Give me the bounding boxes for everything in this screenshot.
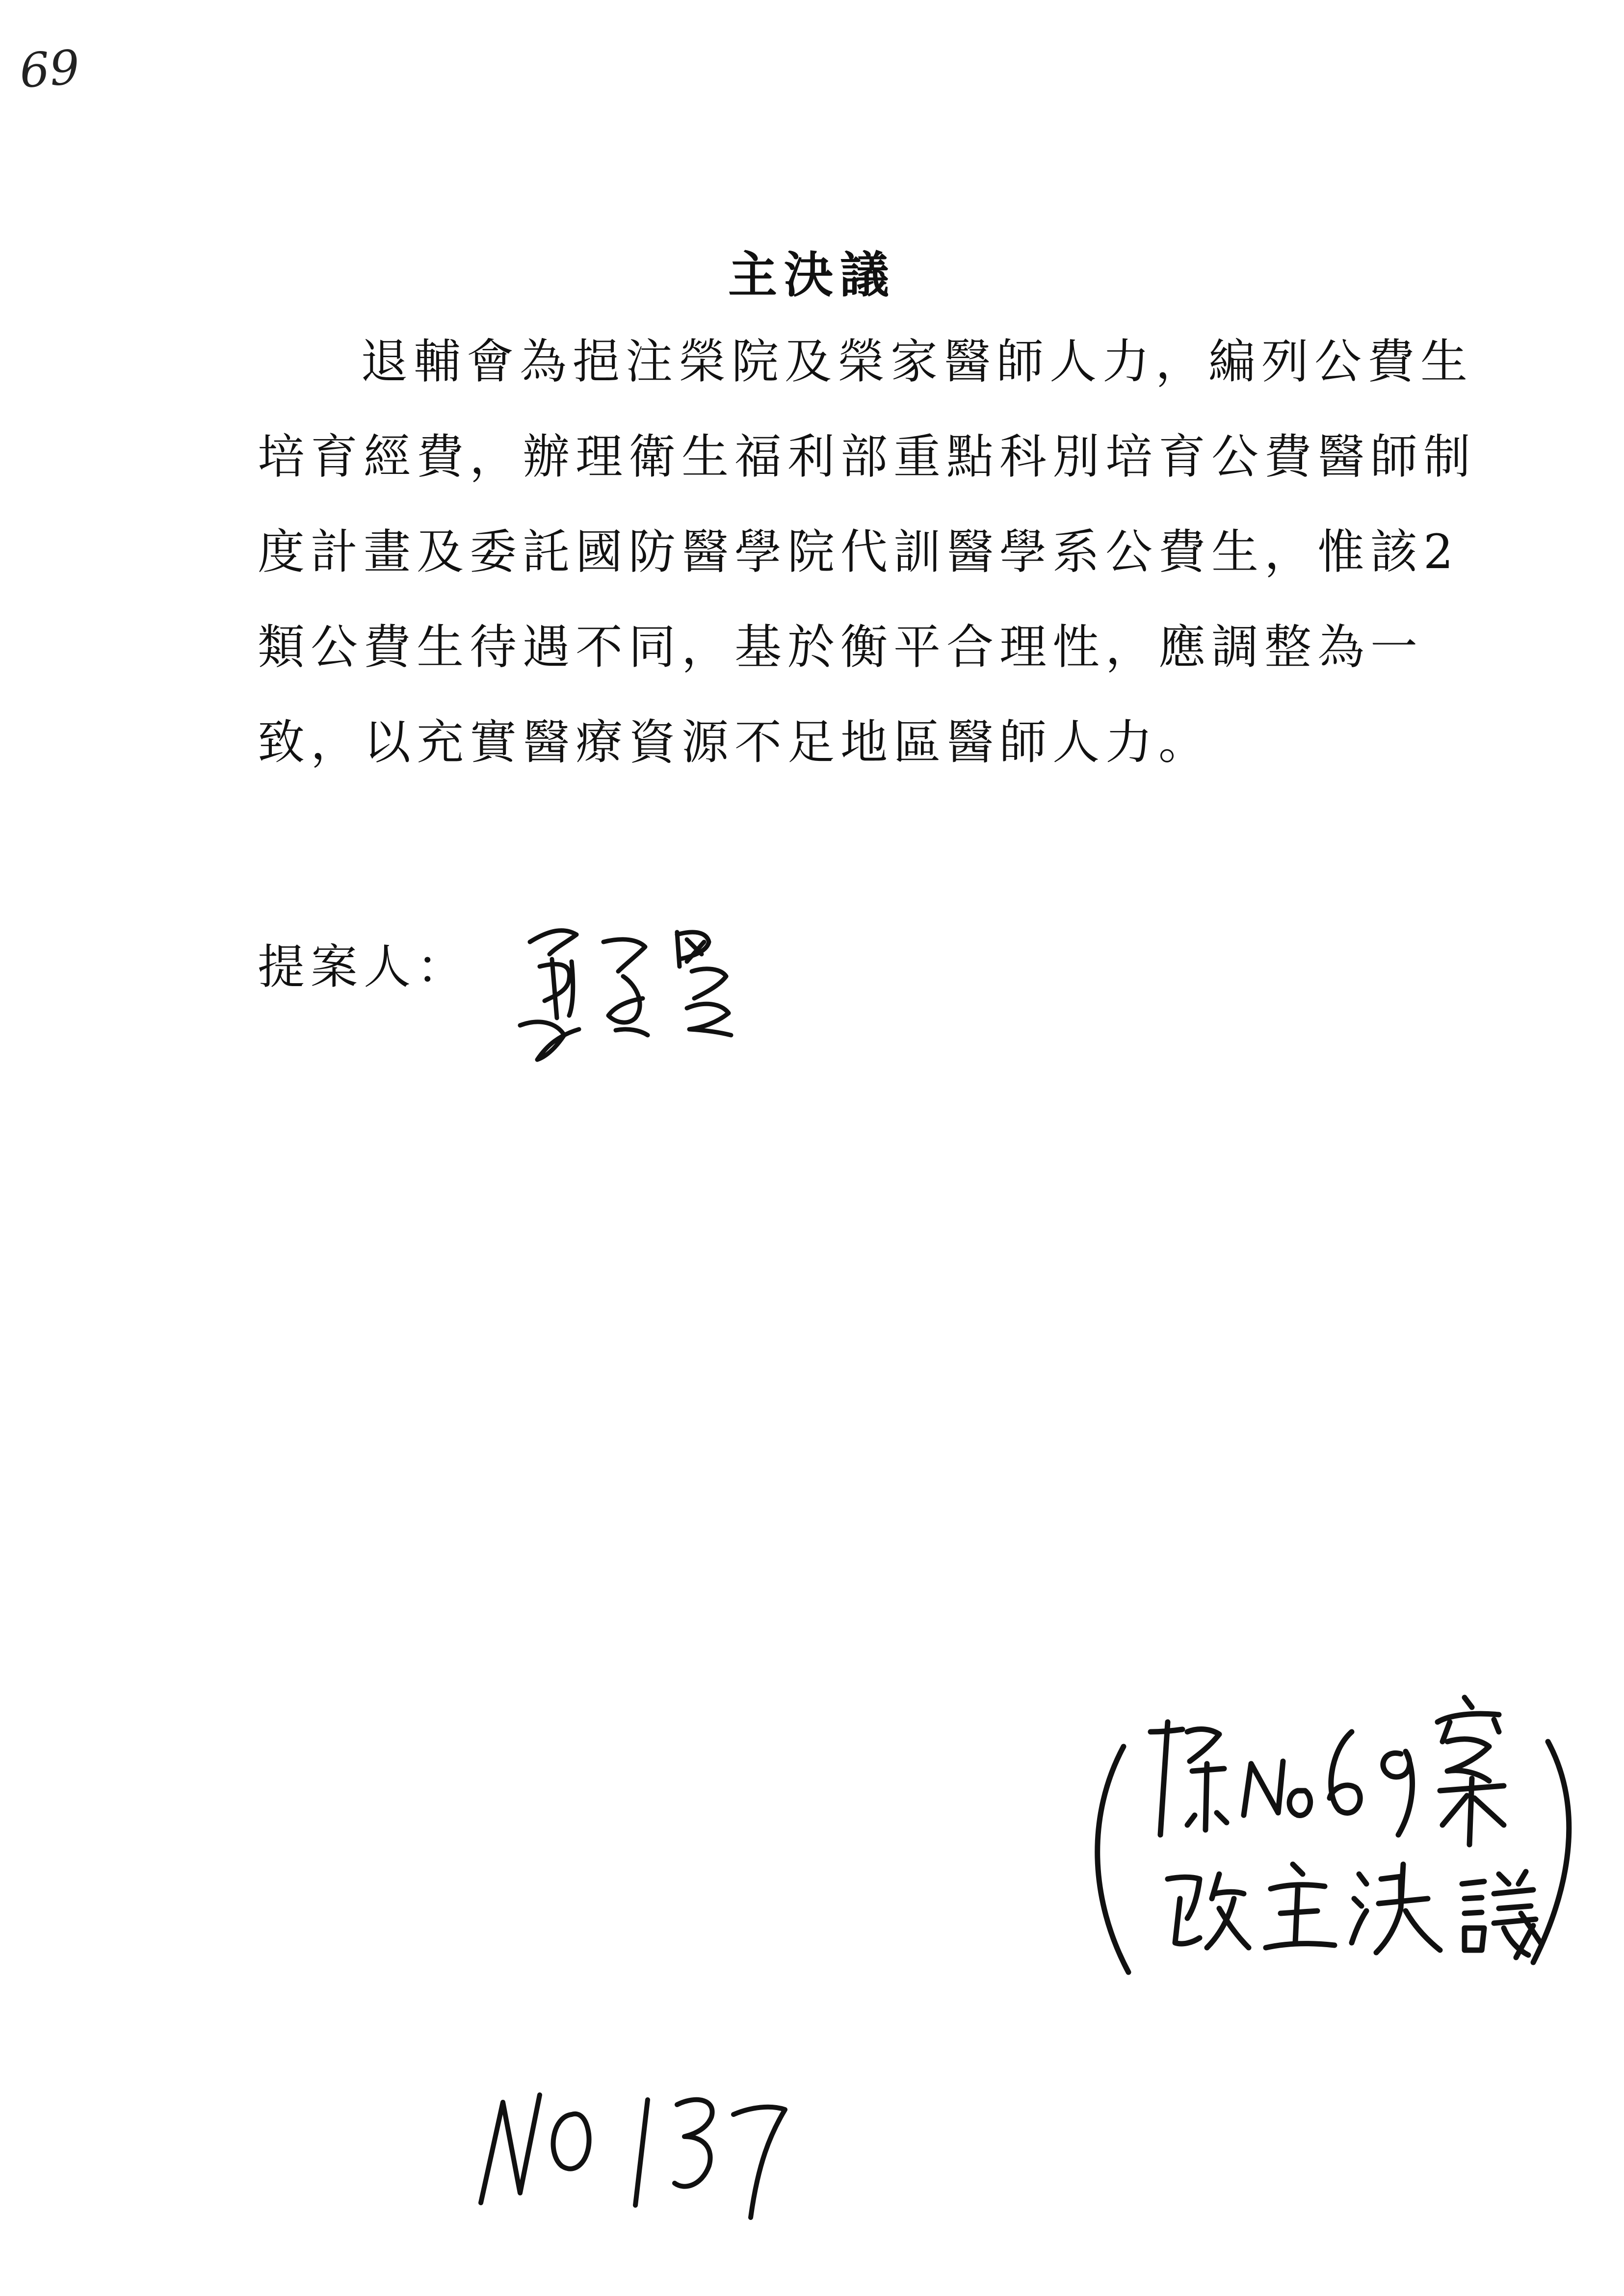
handwritten-signature [510,913,785,1074]
page-corner-number: 69 [18,39,81,99]
paragraph-line: 培育經費，辦理衛生福利部重點科別培育公費醫師制 [258,429,1476,484]
handwritten-document-number [466,2080,819,2227]
paragraph-line: 致，以充實醫療資源不足地區醫師人力。 [258,715,1211,770]
paragraph-line: 類公費生待遇不同，基於衡平合理性，應調整為一 [258,620,1423,675]
paragraph-line: 退輔會為挹注榮院及榮家醫師人力，編列公費生 [361,334,1473,389]
proposer-label: 提案人： [258,939,470,994]
paragraph-line: 度計畫及委託國防醫學院代訓醫學系公費生，惟該2 [258,524,1460,579]
handwritten-annotation [1077,1668,1587,2011]
resolution-paragraph [258,314,1476,790]
document-title: 主決議 [728,246,896,304]
